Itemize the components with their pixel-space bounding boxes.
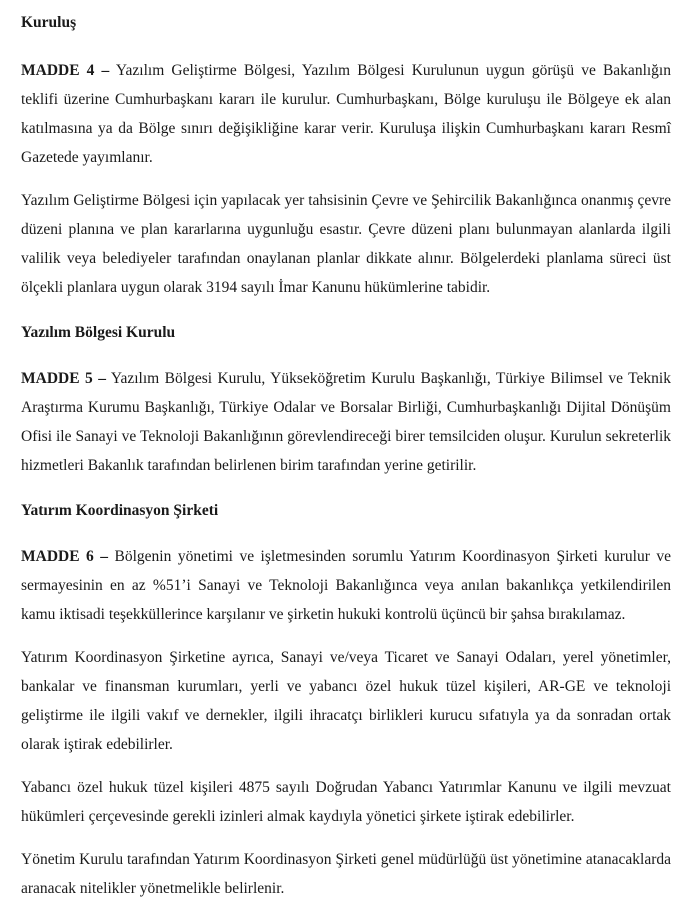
article-6-label: MADDE 6 –	[21, 548, 109, 565]
article-6-text: Bölgenin yönetimi ve işletmesinden sorumlu Yatırım Koordinasyon Şirketi kurulur ve sermayesinin en az %51’i Sanayi ve Teknoloji Bakanlığınca veya anılan bakanlıkça yetkilendirilen kamu iktisadi teşekküllerince karşılanır ve şirketin hukuki kontrolü üçüncü bir şahsa bırakılamaz.	[21, 548, 672, 623]
article-4-paragraph	[21, 56, 671, 172]
article-6-paragraph-2: Yatırım Koordinasyon Şirketine ayrıca, Sanayi ve/veya Ticaret ve Sanayi Odaları, yerel yönetimler, bankalar ve finansman kurumları, yerli ve yabancı özel hukuk tüzel kişileri, AR-GE ve teknoloji geliştirme ile ilgili vakıf ve dernekler, ilgili ihracatçı birlikleri kurucu sıfatıyla ya da sonradan ortak olarak iştirak edebilirler.	[21, 649, 671, 753]
section-heading-yazilim-bolgesi-kurulu: Yazılım Bölgesi Kurulu	[21, 324, 176, 341]
article-6-paragraph-4: Yönetim Kurulu tarafından Yatırım Koordinasyon Şirketi genel müdürlüğü üst yönetimine atanacaklarda aranacak nitelikler yönetmelikle belirlenir.	[21, 851, 671, 897]
article-4-paragraph-2: Yazılım Geliştirme Bölgesi için yapılacak yer tahsisinin Çevre ve Şehircilik Bakanlığınca onanmış çevre düzeni planına ve plan kararlarına uygunluğu esastır. Çevre düzeni planı bulunmayan alanlarda ilgili valilik veya belediyeler tarafından onaylanan planlar dikkate alınır. Bölgelerdeki planlama süreci üst ölçekli planlara uygun olarak 3194 sayılı İmar Kanunu hükümlerine tabidir.	[21, 192, 671, 296]
section-heading-yatirim-koordinasyon-sirketi: Yatırım Koordinasyon Şirketi	[21, 502, 219, 519]
document-page	[21, 11, 671, 903]
article-4-text: Yazılım Geliştirme Bölgesi, Yazılım Bölgesi Kurulunun uygun görüşü ve Bakanlığın teklifi üzerine Cumhurbaşkanı kararı ile kurulur. Cumhurbaşkanı, Bölge kuruluşu ile Bölgeye ek alan katılmasına ya da Bölge sınırı değişikliğine karar verir. Kuruluşa ilişkin Cumhurbaşkanı kararı Resmî Gazetede yayımlanır.	[21, 62, 671, 166]
article-5-text: Yazılım Bölgesi Kurulu, Yükseköğretim Kurulu Başkanlığı, Türkiye Bilimsel ve Teknik Araştırma Kurumu Başkanlığı, Türkiye Odalar ve Borsalar Birliği, Cumhurbaşkanlığı Dijital Dönüşüm Ofisi ile Sanayi ve Teknoloji Bakanlığının görevlendireceği birer temsilciden oluşur. Kurulun sekreterlik hizmetleri Bakanlık tarafından belirlenen birim tarafından yerine getirilir.	[21, 370, 671, 474]
section-heading-kurulus: Kuruluş	[21, 14, 77, 31]
article-6-paragraph-3: Yabancı özel hukuk tüzel kişileri 4875 sayılı Doğrudan Yabancı Yatırımlar Kanunu ve ilgili mevzuat hükümleri çerçevesinde gerekli izinleri almak kaydıyla yönetici şirkete iştirak edebilirler.	[21, 779, 671, 825]
article-4-label: MADDE 4 –	[21, 62, 110, 79]
article-5-label: MADDE 5 –	[21, 370, 106, 387]
article-6-paragraph	[21, 542, 671, 629]
article-5-paragraph	[21, 364, 671, 480]
